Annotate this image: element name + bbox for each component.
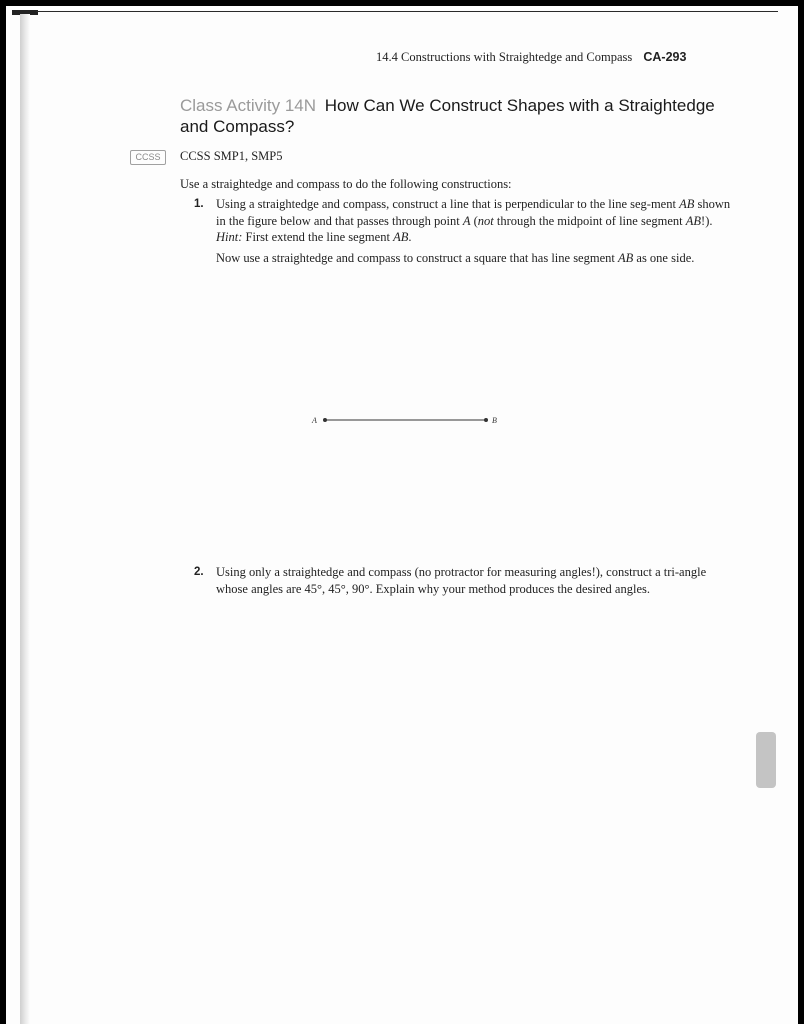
problem-1-followup: Now use a straightedge and compass to construct a square that has line segment AB as one side. — [216, 251, 695, 265]
point-b-dot — [484, 418, 488, 422]
running-head — [376, 50, 746, 65]
scan-binding-edge — [20, 14, 30, 1024]
problem-1-text: Using a straightedge and compass, construct a line that is perpendicular to the line seg-ment AB shown in the figure below and that passes through point A (not through the midpoint of line segment AB!). Hint: First extend the line segment AB. — [216, 197, 731, 244]
page-number: CA-293 — [643, 50, 687, 64]
running-head-section: 14.4 Constructions with Straightedge and Compass — [376, 50, 633, 64]
activity-title — [180, 95, 720, 137]
page-edge-tab — [756, 732, 776, 788]
ccss-badge: CCSS — [130, 150, 166, 165]
worksheet-page — [6, 6, 798, 1024]
point-b-label: B — [492, 416, 497, 425]
point-a-label: A — [312, 416, 317, 425]
problem-2-text: Using only a straightedge and compass (no protractor for measuring angles!), construct a tri-angle whose angles are 45°, 45°, 90°. Explain why your method produces the desired angles. — [216, 565, 707, 596]
top-rule — [36, 11, 778, 12]
activity-heading: How Can We Construct Shapes with a Straightedge and Compass? — [180, 96, 715, 136]
instructions-intro: Use a straightedge and compass to do the following constructions: — [180, 177, 512, 191]
standards-line: CCSS SMP1, SMP5 — [180, 149, 283, 163]
problem-1-number: 1. — [194, 198, 204, 210]
problem-2-number: 2. — [194, 566, 204, 578]
activity-label: Class Activity 14N — [180, 96, 317, 115]
segment-ab-figure — [306, 404, 506, 434]
